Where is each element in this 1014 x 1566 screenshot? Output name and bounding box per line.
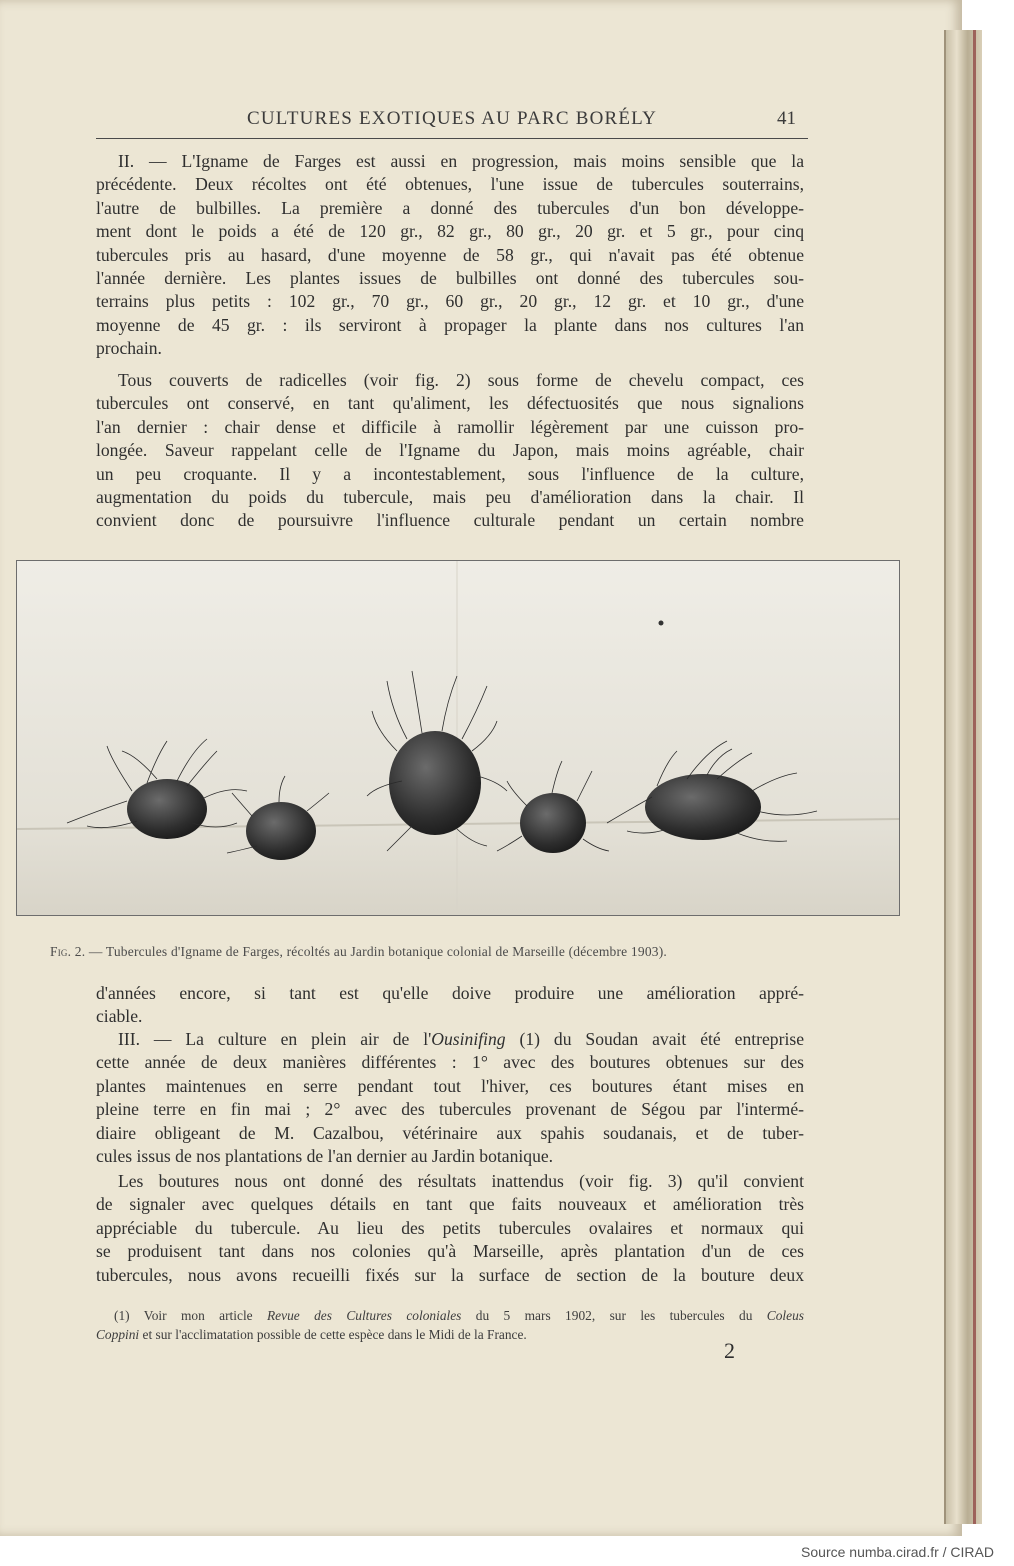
paragraph-tous	[96, 369, 804, 533]
signature-mark: 2	[724, 1338, 735, 1363]
page-edge	[944, 30, 982, 1524]
text-line: ciable.	[96, 1006, 143, 1027]
text-line: cette année de deux manières différentes : 1° avec des boutures obtenues sur des	[96, 1052, 804, 1073]
text-line: diaire obligeant de M. Cazalbou, vétérinaire aux spahis soudanais, et de tuber-	[96, 1122, 804, 1143]
caption-text: — Tubercules d'Igname de Farges, récoltés au Jardin botanique colonial de Marseille (décembre 1903).	[88, 944, 667, 959]
text-line: ment dont le poids a été de 120 gr., 82 gr., 80 gr., 20 gr. et 5 gr., pour cinq	[96, 221, 804, 242]
journal-title: Revue des Cultures coloniales	[267, 1308, 462, 1323]
species-name: Coleus	[766, 1308, 804, 1323]
text-line: tubercules ont conservé, en tant qu'aliment, les défectuosités que nous signalions	[96, 393, 804, 414]
tubers-illustration	[17, 561, 899, 915]
text-line: l'an dernier : chair dense et difficile à ramollir légèrement par une cuisson pro-	[96, 416, 804, 437]
text-line: II. — L'Igname de Farges est aussi en progression, mais moins sensible que la	[118, 151, 804, 171]
source-credit: Source numba.cirad.fr / CIRAD	[801, 1544, 994, 1560]
text-line: augmentation du poids du tubercule, mais peu d'amélioration dans la chair. Il	[96, 486, 804, 507]
text-run: (1) du Soudan avait été entreprise	[505, 1029, 804, 1049]
text-line: longée. Saveur rappelant celle de l'Igname du Japon, mais moins agréable, chair	[96, 440, 804, 461]
text-line: se produisent tant dans nos colonies qu'à Marseille, après plantation d'un de ces	[96, 1241, 804, 1262]
text-line: précédente. Deux récoltes ont été obtenues, l'une issue de tubercules souterrains,	[96, 174, 804, 195]
text-line: un peu croquante. Il y a incontestablement, sous l'influence de la culture,	[96, 463, 804, 484]
figure-tubers-photo	[16, 560, 900, 916]
text-line: terrains plus petits : 102 gr., 70 gr., 60 gr., 20 gr., 12 gr. et 10 gr., d'une	[96, 291, 804, 312]
text-line: cules issus de nos plantations de l'an dernier au Jardin botanique.	[96, 1145, 554, 1166]
text-line: l'autre de bulbilles. La première a donné des tubercules d'un bon développe-	[96, 197, 804, 218]
paragraph-boutures	[96, 1170, 804, 1287]
caption-label: Fig. 2.	[50, 944, 86, 959]
running-head: CULTURES EXOTIQUES AU PARC BORÉLY	[246, 108, 657, 129]
text-line: Les boutures nous ont donné des résultats inattendus (voir fig. 3) qu'il convient	[118, 1171, 804, 1191]
text-line: moyenne de 45 gr. : ils serviront à propager la plante dans nos cultures l'an	[96, 314, 804, 335]
text-line: tubercules, nous avons recueilli fixés sur la surface de section de la bouture deux	[96, 1264, 804, 1285]
text-line	[96, 1028, 804, 1051]
binding-edge	[973, 30, 976, 1524]
text-line: pleine terre en fin mai ; 2° avec des tubercules provenant de Ségou par l'intermé-	[96, 1099, 804, 1120]
paragraph-iii	[96, 1028, 804, 1168]
footnote-line	[96, 1325, 804, 1344]
text-line: appréciable du tubercule. Au lieu des petits tubercules ovalaires et normaux qui	[96, 1217, 804, 1238]
text-run: III. — La culture en plein air de l'	[118, 1029, 432, 1049]
species-name: Coppini	[96, 1327, 140, 1342]
footnote-line	[96, 1306, 804, 1325]
text-run: du 5 mars 1902, sur les tubercules du	[461, 1308, 767, 1323]
text-run: (1) Voir mon article	[114, 1308, 267, 1323]
paragraph-ii	[96, 150, 804, 361]
text-line: plantes maintenues en serre pendant tout l'hiver, ces boutures étant mises en	[96, 1075, 804, 1096]
plant-name: Ousinifing	[431, 1029, 506, 1049]
figure-caption	[50, 944, 860, 960]
text-run: et sur l'acclimatation possible de cette espèce dans le Midi de la France.	[139, 1327, 527, 1342]
text-line: tubercules pris au hasard, d'une moyenne de 58 gr., qui n'avait pas été obtenue	[96, 244, 804, 265]
text-line: d'années encore, si tant est qu'elle doive produire une amélioration appré-	[96, 983, 804, 1003]
text-line: l'année dernière. Les plantes issues de bulbilles ont donné des tubercules sou-	[96, 267, 804, 288]
text-line: prochain.	[96, 338, 162, 359]
footnote	[96, 1306, 804, 1344]
page-header	[96, 108, 808, 139]
paragraph-continued	[96, 982, 804, 1029]
text-line: Tous couverts de radicelles (voir fig. 2) sous forme de chevelu compact, ces	[118, 370, 804, 390]
text-line: convient donc de poursuivre l'influence culturale pendant un certain nombre	[96, 510, 804, 531]
page-number: 41	[777, 108, 796, 129]
text-line: de signaler avec quelques détails en tant que faits nouveaux et amélioration très	[96, 1194, 804, 1215]
